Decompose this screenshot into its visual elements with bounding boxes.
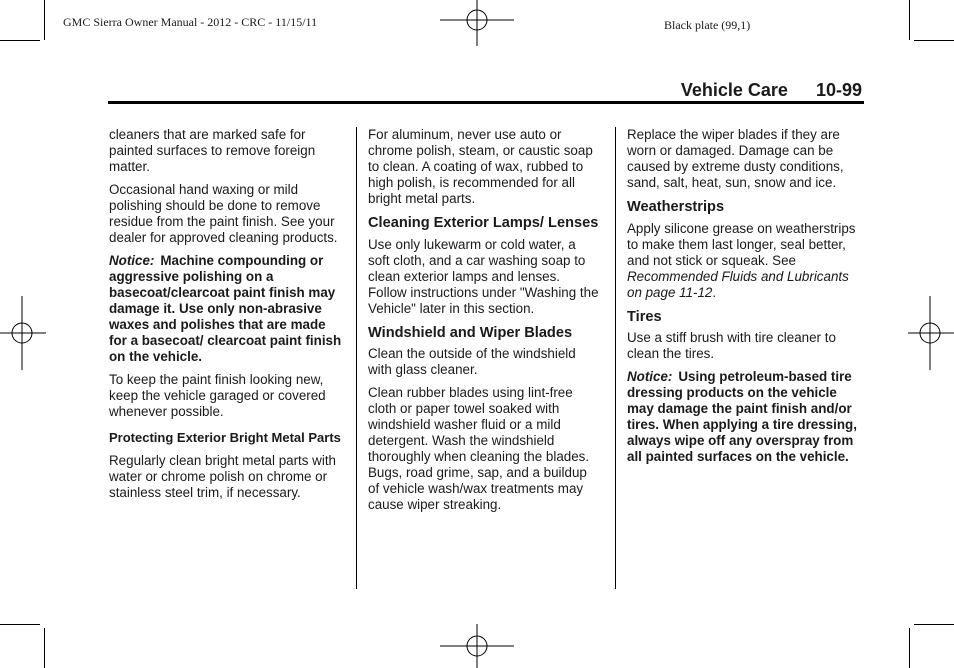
paragraph: Regularly clean bright metal parts with water or chrome polish on chrome or stainless steel trim, if necessary.: [109, 453, 337, 500]
notice-text: Using petroleum-based tire dressing products on the vehicle may damage the paint finish and/or tires. When applying a tire dressing, always wipe off any overspray from all painted surfaces on the vehicle.: [627, 369, 857, 464]
crop-mark: [909, 628, 910, 668]
heading-cleaning-exterior-lamps: Cleaning Exterior Lamps/ Lenses: [368, 215, 599, 231]
heading-windshield-wiper-blades: Windshield and Wiper Blades: [368, 324, 573, 341]
heading-weatherstrips: Weatherstrips: [627, 199, 725, 215]
paragraph: Use only lukewarm or cold water, a soft cloth, and a car washing soap to clean exterior lamps and lenses. Follow instructions under "Washing the Vehicle" later in this section.: [368, 236, 599, 316]
header-rule: [108, 101, 864, 104]
registration-mark-right: [908, 296, 954, 370]
notice: [109, 253, 345, 365]
notice: [627, 369, 863, 465]
crop-mark: [914, 624, 954, 625]
paragraph: To keep the paint finish looking new, keep the vehicle garaged or covered whenever possible.: [109, 372, 326, 419]
print-header-plate: Black plate (99,1): [664, 18, 751, 32]
paragraph: Clean rubber blades using lint-free cloth or paper towel soaked with windshield washer fluid or a mild detergent. Wash the windshield thoroughly when cleaning the blades. Bugs, road grime, sap, and a buildup of vehicle wash/wax treatments may cause wiper streaking.: [368, 385, 590, 512]
registration-mark-left: [0, 296, 46, 370]
crop-mark: [914, 40, 954, 41]
column-divider: [615, 127, 616, 589]
column-divider: [356, 127, 357, 589]
column-3: [627, 127, 863, 472]
paragraph: Apply silicone grease on weatherstrips to make them last longer, seal better, and not stick or squeak. See Recommended Fluids and Lubricants on page 11-12.: [627, 220, 856, 300]
print-header-title: GMC Sierra Owner Manual - 2012 - CRC - 11/15/11: [63, 15, 318, 29]
paragraph: Use a stiff brush with tire cleaner to clean the tires.: [627, 330, 836, 361]
heading-tires: Tires: [627, 308, 662, 325]
paragraph: For aluminum, never use auto or chrome polish, steam, or caustic soap to clean. A coating of wax, rubbed to high polish, is recommended for all bright metal parts.: [368, 127, 593, 206]
notice-text: Machine compounding or aggressive polishing on a basecoat/clearcoat paint finish may damage it. Use only non-abrasive waxes and polishes that are made for a basecoat/ clearcoat paint finish on the vehicle.: [109, 253, 342, 364]
page-number: 10-99: [815, 80, 862, 100]
paragraph: cleaners that are marked safe for painted surfaces to remove foreign matter.: [109, 127, 316, 174]
section-title: Vehicle Care: [680, 80, 788, 100]
column-2: [368, 127, 600, 520]
registration-mark-bottom: [440, 624, 514, 668]
paragraph: Replace the wiper blades if they are worn or damaged. Damage can be caused by extreme dusty conditions, sand, salt, heat, sun, snow and ice.: [627, 127, 844, 190]
paragraph: Occasional hand waxing or mild polishing should be done to remove residue from the paint finish. See your dealer for approved cleaning products.: [109, 182, 338, 245]
crop-mark: [44, 0, 45, 40]
crop-mark: [0, 40, 40, 41]
registration-mark-top: [440, 0, 514, 46]
notice-label: Notice:: [627, 369, 673, 384]
subheading-protecting-bright-metal: Protecting Exterior Bright Metal Parts: [109, 430, 341, 445]
column-1: [109, 127, 345, 508]
crop-mark: [909, 0, 910, 40]
notice-label: Notice:: [109, 253, 155, 268]
crop-mark: [0, 624, 40, 625]
crop-mark: [44, 628, 45, 668]
paragraph: Clean the outside of the windshield with glass cleaner.: [368, 346, 576, 377]
section-header: [681, 80, 862, 101]
cross-reference-link[interactable]: Recommended Fluids and Lubricants on page 11-12: [627, 268, 849, 300]
